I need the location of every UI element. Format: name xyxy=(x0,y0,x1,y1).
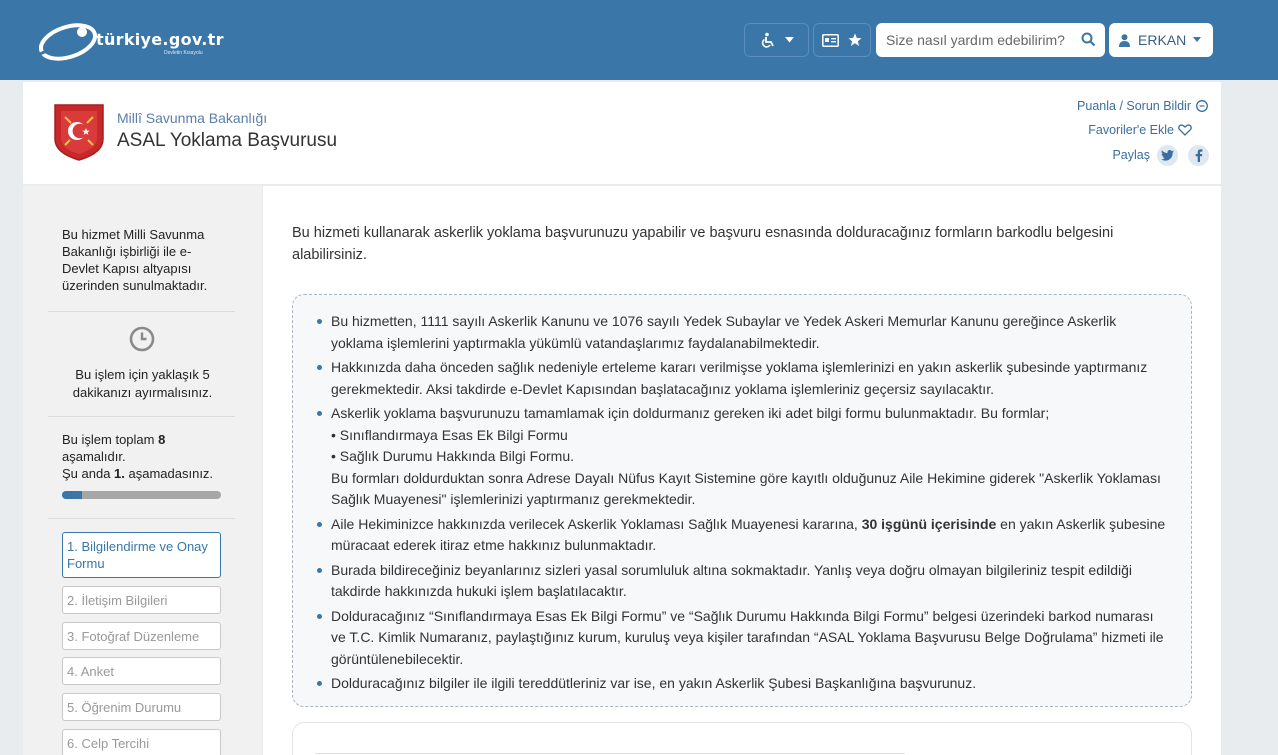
intro-text: Bu hizmeti kullanarak askerlik yoklama başvurunuzu yapabilir ve başvuru esnasında dolduracağınız formların barkodlu belgesini alabilirsiniz. xyxy=(292,225,1114,263)
total-suffix: aşamalıdır. xyxy=(62,449,126,464)
divider xyxy=(48,311,235,312)
step-item[interactable] xyxy=(62,532,221,578)
search-icon[interactable] xyxy=(1081,32,1096,47)
caret-down-icon xyxy=(785,37,794,43)
search-input[interactable] xyxy=(876,24,1072,56)
step-label: 2. İletişim Bilgileri xyxy=(67,592,168,608)
clock-icon xyxy=(129,326,155,352)
info-item: Burada bildireceğiniz beyanlarınız sizleri yasal sorumluluk altına sokmaktadır. Yanlış veya doğru olmayan bilgileriniz tespit edildiği takdirde hakkınızda hukuki işlem başlatılacaktır. xyxy=(313,560,1171,603)
heart-icon xyxy=(1178,124,1192,136)
info-item xyxy=(313,403,1171,511)
rate-link[interactable] xyxy=(1077,94,1209,118)
info-box xyxy=(292,294,1192,707)
sidebar xyxy=(23,186,262,755)
wheelchair-icon xyxy=(760,32,776,48)
service-title: ASAL Yoklama Başvurusu xyxy=(117,130,338,151)
comment-icon xyxy=(1195,100,1209,113)
step-item xyxy=(62,586,221,614)
share-label: Paylaş xyxy=(1112,148,1150,162)
current-suffix: aşamadasınız. xyxy=(124,466,214,481)
user-icon xyxy=(1119,34,1130,47)
progress-fill xyxy=(62,491,82,499)
form-name: • Sağlık Durumu Hakkında Bilgi Formu. xyxy=(331,448,574,464)
step-label: 4. Anket xyxy=(67,663,114,679)
info-item-text: Aile Hekiminizce hakkınızda verilecek Askerlik Yoklaması Sağlık Muayenesi kararına, xyxy=(331,515,862,532)
divider xyxy=(48,416,235,417)
step-item xyxy=(62,693,221,721)
accessibility-button[interactable] xyxy=(744,23,809,57)
info-item-text: Bu formları doldurduktan sonra Adrese Dayalı Nüfus Kayıt Sistemine göre kayıtlı olduğunuz Aile Hekimine giderek "Askerlik Yoklaması Sağlık Muayenesi" işlemlerinizi yaptırmanız gerekmektedir. xyxy=(331,469,1161,507)
info-item: Dolduracağınız “Sınıflandırmaya Esas Ek Bilgi Formu” ve “Sağlık Durumu Hakkında Bilgi Formu” belgesi üzerindeki barkod numarası ve T.C. Kimlik Numaranız, paylaştığınız kurum, kuruluş veya kişiler tarafından “ASAL Yoklama Başvurusu Belge Doğrulama” hizmeti ile görüntülenebilecektir. xyxy=(313,606,1171,671)
service-actions xyxy=(1077,94,1209,167)
info-item-text: en yakın Askerlik şubesine müracaat ederek itiraz etme hakkınız bulunmaktadır. xyxy=(331,515,1166,553)
facebook-share-button[interactable] xyxy=(1188,145,1209,166)
logo-tagline: Devletin Kısayolu xyxy=(164,50,203,56)
user-name: ERKAN xyxy=(1138,32,1187,48)
top-header xyxy=(0,0,1278,80)
total-prefix: Bu işlem toplam xyxy=(62,432,159,447)
chevron-down-icon xyxy=(1193,37,1201,42)
search-box xyxy=(876,23,1105,57)
divider xyxy=(48,518,235,519)
twitter-share-button[interactable] xyxy=(1157,145,1178,166)
share-row xyxy=(1077,143,1209,167)
facebook-icon xyxy=(1195,149,1203,162)
id-card-icon xyxy=(822,34,839,47)
info-item-text: Askerlik yoklama başvurunuzu tamamlamak için doldurmanız gereken iki adet bilgi formu bulunmaktadır. Bu formlar; xyxy=(331,405,1050,421)
deadline-highlight: 30 işgünü içerisinde xyxy=(861,515,997,532)
total-steps: 8 xyxy=(158,432,166,447)
info-item: Hakkınızda daha önceden sağlık nedeniyle erteleme kararı verilmişse yoklama işlemlerinizi en yakın askerlik şubesinde yaptırmanız gerekmektedir. Aksi takdirde e-Devlet Kapısından başlatacağınız yoklama işlemleriniz geçersiz sayılacaktır. xyxy=(313,357,1171,400)
logo-text: türkiye.gov.tr xyxy=(96,30,224,49)
info-item xyxy=(313,514,1171,557)
site-logo[interactable] xyxy=(36,14,246,66)
current-step: 1. xyxy=(114,466,125,481)
step-label: 6. Celp Tercihi xyxy=(67,735,150,751)
star-icon xyxy=(848,33,862,47)
step-item xyxy=(62,657,221,685)
current-prefix: Şu anda xyxy=(62,466,115,481)
favorite-link[interactable] xyxy=(1077,118,1209,142)
info-item: Dolduracağınız bilgiler ile ilgili tereddütleriniz var ise, en yakın Askerlik Şubesi Başkanlığına başvurunuz. xyxy=(313,673,1171,695)
agency-name: Millî Savunma Bakanlığı xyxy=(117,110,268,126)
main-content xyxy=(263,186,1221,755)
user-menu-button[interactable] xyxy=(1109,23,1213,57)
duration-text: Bu işlem için yaklaşık 5 dakikanızı ayırmalısınız. xyxy=(72,367,213,400)
info-list xyxy=(313,311,1171,695)
favorites-button[interactable] xyxy=(813,23,871,57)
favorite-link-label: Favoriler'e Ekle xyxy=(1088,123,1174,137)
step-label: 5. Öğrenim Durumu xyxy=(67,699,182,715)
step-item xyxy=(62,729,221,755)
step-count-info xyxy=(62,431,232,482)
approval-card xyxy=(292,722,1192,755)
ministry-emblem xyxy=(53,103,105,161)
twitter-icon xyxy=(1161,150,1174,161)
step-progress-bar xyxy=(62,491,221,499)
service-header xyxy=(23,82,1221,184)
info-item: Bu hizmetten, 1111 sayılı Askerlik Kanunu ve 1076 sayılı Yedek Subaylar ve Yedek Askeri Memurlar Kanunu gereğince Askerlik yoklama işlemlerini yaptırmakla yükümlü vatandaşlarımız faydalanabilmektedir. xyxy=(313,311,1171,354)
step-item xyxy=(62,622,221,650)
step-label: 1. Bilgilendirme ve Onay Formu xyxy=(67,539,208,571)
rate-link-label: Puanla / Sorun Bildir xyxy=(1077,99,1191,113)
form-name: • Sınıflandırmaya Esas Ek Bilgi Formu xyxy=(331,426,568,443)
provider-text: Bu hizmet Milli Savunma Bakanlığı işbirliği ile e-Devlet Kapısı altyapısı üzerinden sunulmaktadır. xyxy=(62,227,208,293)
step-label: 3. Fotoğraf Düzenleme xyxy=(67,628,200,644)
